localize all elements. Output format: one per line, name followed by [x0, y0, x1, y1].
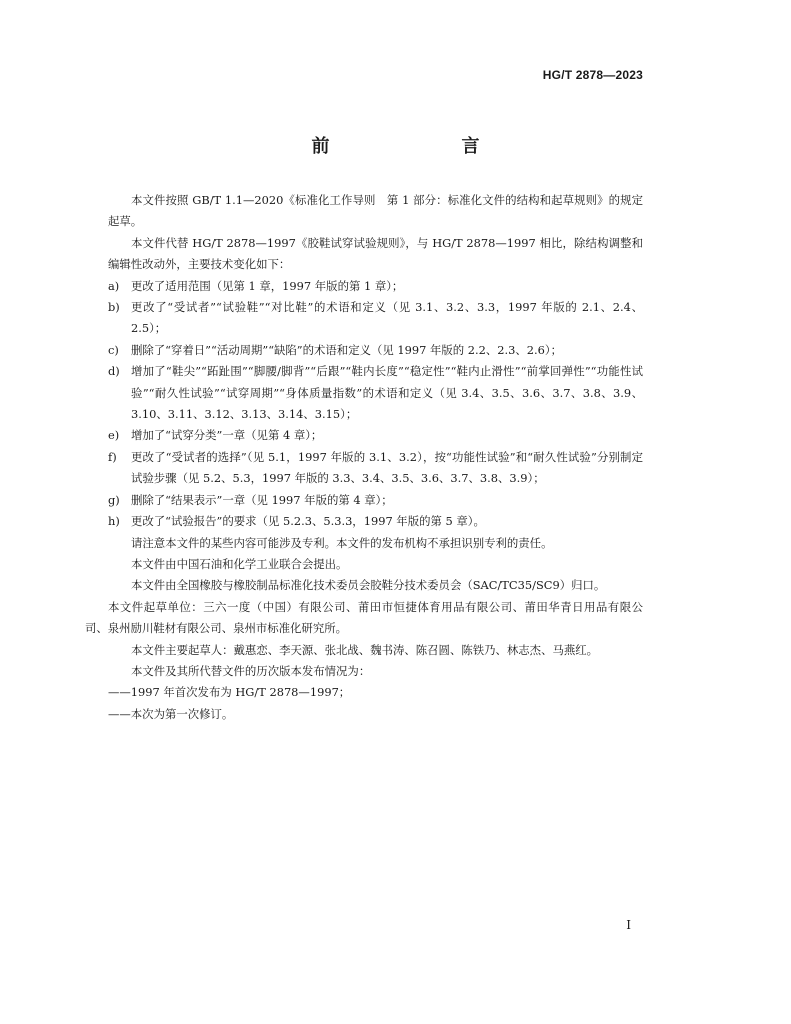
paragraph-replacement: 本文件代替 HG/T 2878—1997《胶鞋试穿试验规则》，与 HG/T 2878—1997 相比，除结构调整和编辑性改动外，主要技术变化如下：	[108, 235, 643, 272]
history-item: ——1997 年首次发布为 HG/T 2878—1997；	[108, 685, 351, 700]
list-item-text: 更改了“试验报告”的要求（见 5.2.3、5.3.3，1997 年版的第 5 章）。	[131, 514, 485, 529]
list-item	[108, 425, 643, 446]
list-marker: e)	[108, 428, 120, 443]
paragraph-patent-notice: 请注意本文件的某些内容可能涉及专利。本文件的发布机构不承担识别专利的责任。	[131, 535, 553, 550]
page-title: 前 言	[311, 136, 512, 157]
changes-list	[108, 276, 643, 533]
list-marker: c)	[108, 342, 119, 357]
paragraph-drafters: 本文件主要起草人：戴惠恋、李天源、张北战、魏书涛、陈召圆、陈铁乃、林志杰、马燕红。	[131, 642, 599, 657]
list-item-text: 删除了“结果表示”一章（见 1997 年版的第 4 章）；	[131, 492, 393, 507]
paragraph-proposed-by: 本文件由中国石油和化学工业联合会提出。	[131, 556, 348, 571]
paragraph-centralized-by: 本文件由全国橡胶与橡胶制品标准化技术委员会胶鞋分技术委员会（SAC/TC35/SC9）归口。	[131, 578, 606, 593]
list-item-text: 增加了“鞋尖”“跖趾围”“脚腰/脚背”“后跟”“鞋内长度”“稳定性”“鞋内止滑性”“前掌回弹性”“功能性试验”“耐久性试验”“试穿周期”“身体质量指数”的术语和定义（见 3.4、3.5、3.6、3.7、3.8、3.9、3.10、3.11、3.12、3.13、3.14、3.15）；	[131, 364, 643, 422]
standard-code: HG/T 2878—2023	[542, 68, 643, 82]
list-item-text: 更改了适用范围（见第 1 章，1997 年版的第 1 章）；	[131, 278, 404, 293]
list-item-text: 更改了“受试者”“试验鞋”“对比鞋”的术语和定义（见 3.1、3.2、3.3，1997 年版的 2.1、2.4、2.5）；	[131, 300, 643, 336]
list-item-text: 删除了“穿着日”“活动周期”“缺陷”的术语和定义（见 1997 年版的 2.2、2.3、2.6）；	[131, 342, 562, 357]
document-body	[85, 190, 643, 725]
list-item	[108, 276, 643, 297]
list-item-text: 增加了“试穿分类”一章（见第 4 章）；	[131, 428, 323, 443]
list-item	[108, 447, 643, 490]
paragraph-history-intro: 本文件及其所代替文件的历次版本发布情况为：	[131, 663, 371, 678]
page-number: I	[626, 918, 631, 932]
history-item: ——本次为第一次修订。	[108, 706, 234, 721]
list-marker: d)	[108, 364, 120, 379]
list-marker: b)	[108, 300, 120, 315]
list-item	[108, 340, 643, 361]
list-item	[108, 511, 643, 532]
list-item	[108, 297, 643, 340]
list-marker: f)	[108, 449, 117, 464]
list-marker: a)	[108, 278, 120, 293]
list-item	[108, 361, 643, 425]
list-item-text: 更改了“受试者的选择”（见 5.1，1997 年版的 3.1、3.2），按“功能性试验”和“耐久性试验”分别制定试验步骤（见 5.2、5.3，1997 年版的 3.3、3.4、3.5、3.6、3.7、3.8、3.9）；	[131, 449, 643, 486]
list-marker: g)	[108, 492, 120, 507]
paragraph-drafting-rule: 本文件按照 GB/T 1.1—2020《标准化工作导则 第 1 部分：标准化文件的结构和起草规则》的规定起草。	[108, 193, 643, 229]
paragraph-drafting-units: 本文件起草单位：三六一度（中国）有限公司、莆田市恒捷体育用品有限公司、莆田华青日用品有限公司、泉州励川鞋材有限公司、泉州市标准化研究所。	[85, 599, 643, 636]
list-item	[108, 490, 643, 511]
list-marker: h)	[108, 514, 120, 529]
